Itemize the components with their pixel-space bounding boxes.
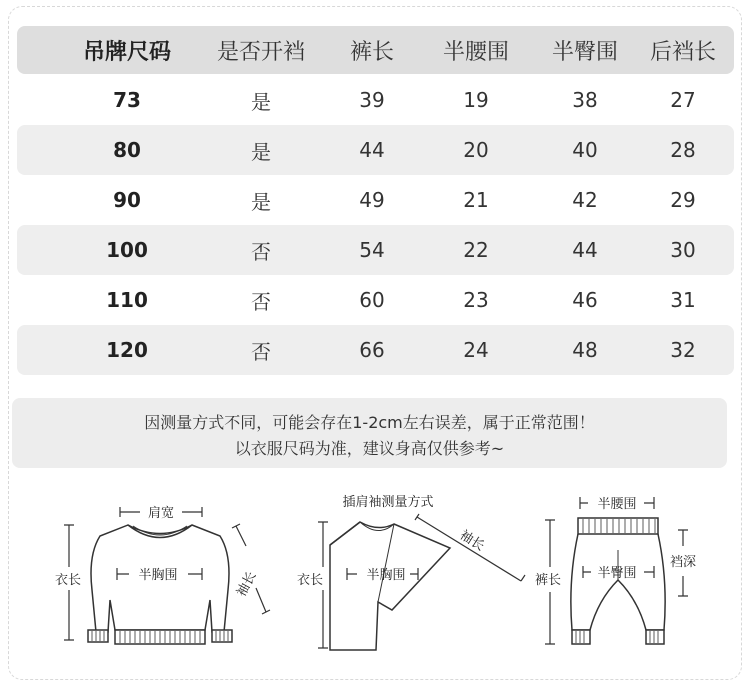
cell-pants-length: 66 (359, 338, 385, 362)
table-row (17, 275, 734, 325)
cell-half-hip: 42 (572, 188, 598, 212)
cell-pants-length: 49 (359, 188, 385, 212)
cell-half-waist: 21 (463, 188, 489, 212)
cell-open-crotch: 是 (251, 139, 271, 164)
raglan-title: 插肩袖测量方式 (342, 495, 434, 510)
cell-pants-length: 54 (359, 238, 385, 262)
cell-back-rise: 30 (670, 238, 696, 262)
cell-open-crotch: 是 (251, 189, 271, 214)
cell-half-waist: 23 (463, 288, 489, 312)
cell-half-hip: 44 (572, 238, 598, 262)
sweater-length-label: 衣长 (54, 573, 82, 588)
table-row (17, 325, 734, 375)
cell-half-waist: 24 (463, 338, 489, 362)
cell-size: 80 (113, 138, 141, 162)
raglan-length-label: 衣长 (296, 573, 324, 588)
table-row (17, 125, 734, 175)
cell-open-crotch: 否 (251, 239, 271, 264)
pants-hip-label: 半臀围 (597, 566, 637, 581)
cell-size: 120 (106, 338, 148, 362)
cell-size: 90 (113, 188, 141, 212)
cell-back-rise: 32 (670, 338, 696, 362)
note-line-1: 因测量方式不同，可能会存在1-2cm左右误差，属于正常范围！ (144, 413, 595, 432)
cell-half-hip: 48 (572, 338, 598, 362)
cell-half-hip: 38 (572, 88, 598, 112)
cell-half-waist: 22 (463, 238, 489, 262)
table-row (17, 175, 734, 225)
header-half-hip: 半臀围 (551, 39, 618, 65)
note-line-2: 以衣服尺码为准，建议身高仅供参考~ (234, 439, 505, 458)
cell-size: 73 (113, 88, 141, 112)
cell-back-rise: 31 (670, 288, 696, 312)
header-size: 吊牌尺码 (82, 39, 171, 65)
cell-pants-length: 39 (359, 88, 385, 112)
cell-half-hip: 40 (572, 138, 598, 162)
cell-pants-length: 60 (359, 288, 385, 312)
cell-half-waist: 20 (463, 138, 489, 162)
raglan-diagram (318, 514, 525, 650)
table-row (17, 225, 734, 275)
cell-size: 110 (106, 288, 148, 312)
cell-pants-length: 44 (359, 138, 385, 162)
header-open-crotch: 是否开裆 (217, 39, 306, 65)
cell-back-rise: 28 (670, 138, 696, 162)
header-pants-length: 裤长 (349, 39, 394, 65)
cell-size: 100 (106, 238, 148, 262)
sweater-chest-label: 半胸围 (138, 568, 178, 583)
cell-half-hip: 46 (572, 288, 598, 312)
table-row (17, 75, 734, 125)
cell-open-crotch: 否 (251, 289, 271, 314)
cell-back-rise: 29 (670, 188, 696, 212)
pants-rise-label: 裆深 (669, 555, 697, 570)
sweater-shoulder-label: 肩宽 (147, 506, 175, 521)
cell-back-rise: 27 (670, 88, 696, 112)
size-table-header (17, 26, 734, 74)
cell-half-waist: 19 (463, 88, 489, 112)
cell-open-crotch: 否 (251, 339, 271, 364)
raglan-chest-label: 半胸围 (366, 568, 406, 583)
measurement-note (12, 398, 727, 468)
header-back-rise: 后裆长 (649, 39, 716, 65)
header-half-waist: 半腰围 (442, 39, 509, 65)
pants-length-label: 裤长 (534, 573, 562, 588)
raglan-sleeve-label: 袖长 (456, 527, 487, 555)
measurement-diagrams (0, 480, 750, 680)
pants-waist-label: 半腰围 (597, 497, 637, 512)
sweater-sleeve-label: 袖长 (234, 569, 260, 600)
cell-open-crotch: 是 (251, 89, 271, 114)
